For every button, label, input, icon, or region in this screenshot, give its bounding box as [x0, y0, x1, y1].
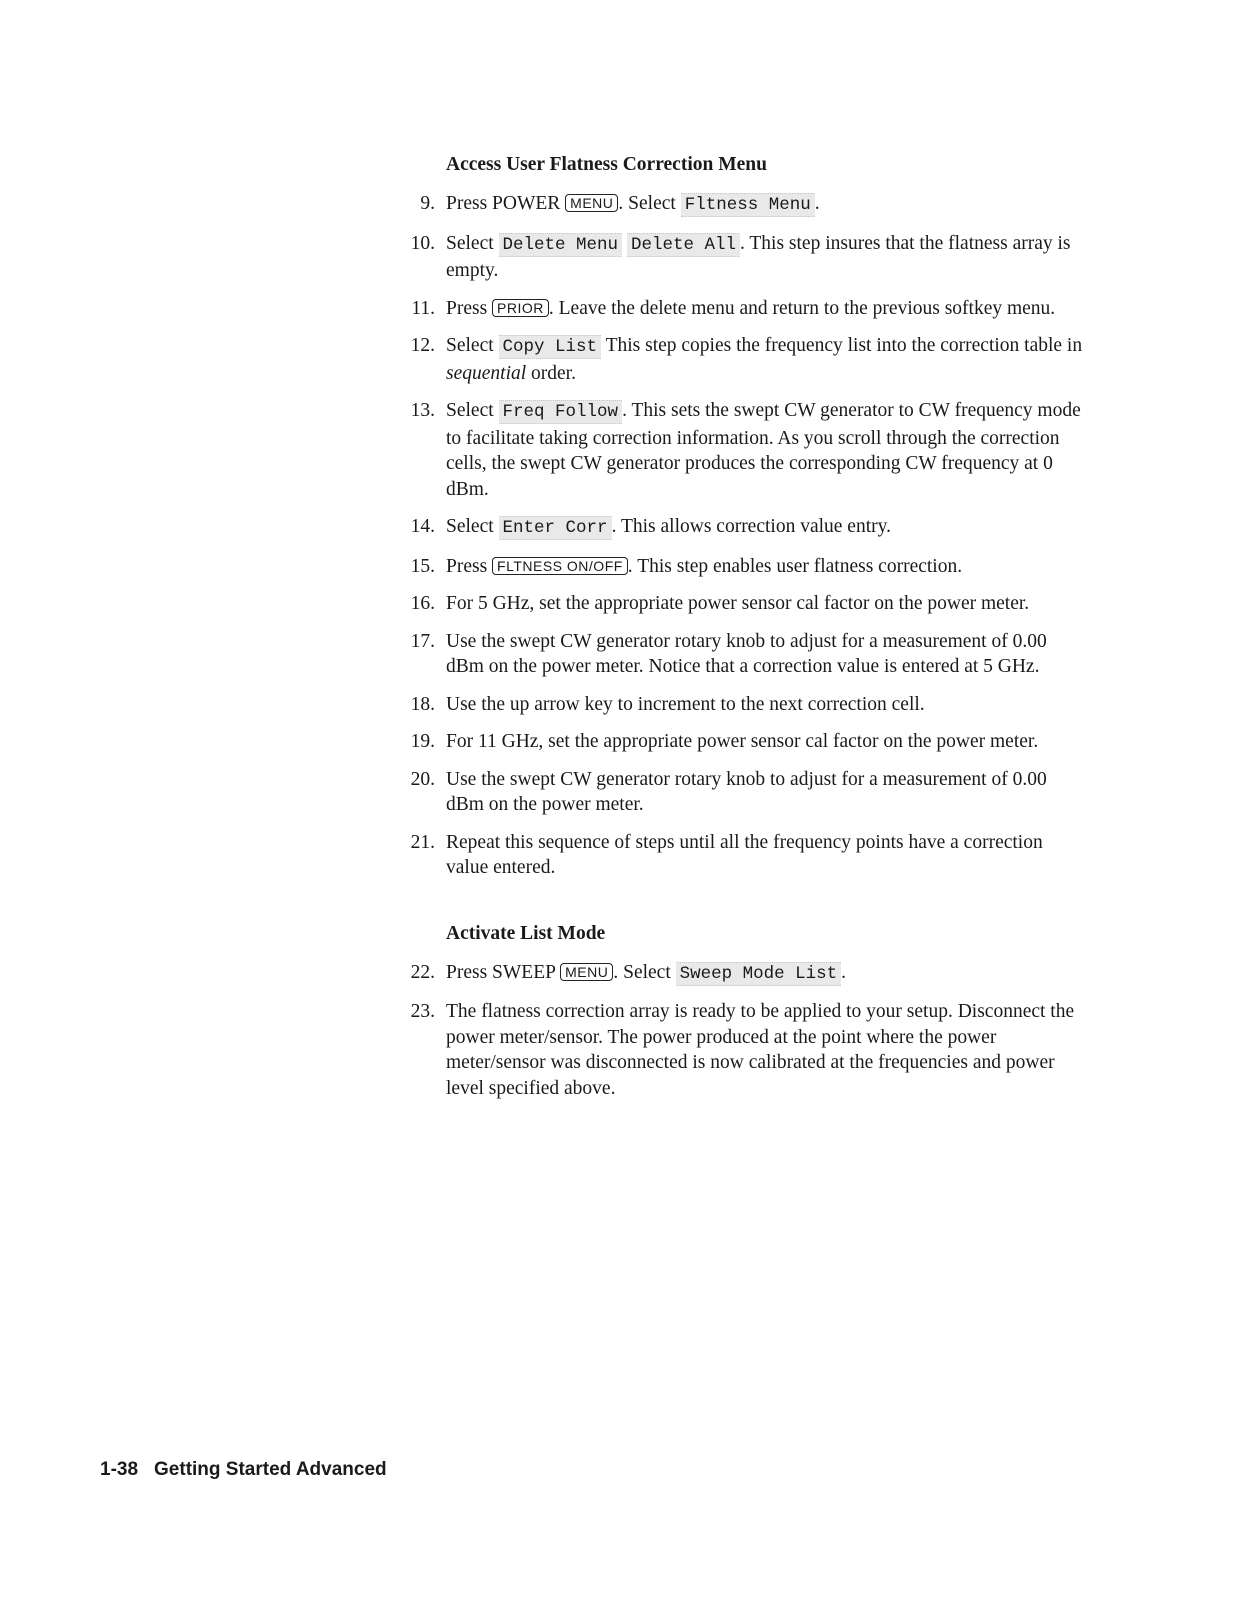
- step-text: Select: [446, 335, 499, 356]
- step-number: 21.: [410, 831, 435, 853]
- step-number: 15.: [410, 555, 435, 577]
- step-22: [405, 960, 1085, 988]
- step-text: Select: [446, 516, 499, 537]
- step-number: 18.: [410, 693, 435, 715]
- step-20: [405, 767, 1085, 818]
- step-text: Repeat this sequence of steps until all the frequency points have a correction value entered.: [446, 831, 1043, 878]
- softkey-freq-follow: Freq Follow: [499, 400, 623, 424]
- step-15: [405, 554, 1085, 580]
- page-footer: [100, 1459, 387, 1481]
- step-text: Press: [446, 555, 493, 577]
- step-21: [405, 830, 1085, 881]
- step-text: Use the swept CW generator rotary knob to adjust for a measurement of 0.00 dBm on the power meter. Notice that a correction value is entered at 5 GHz.: [446, 630, 1047, 677]
- page-number: 1-38: [100, 1459, 139, 1480]
- softkey-delete-all: Delete All: [627, 233, 740, 257]
- step-14: [405, 514, 1085, 542]
- step-9: [405, 191, 1085, 219]
- step-number: 10.: [410, 232, 435, 254]
- hardkey-menu: MENU: [565, 194, 618, 212]
- softkey-copy-list: Copy List: [499, 335, 602, 359]
- step-text: For 5 GHz, set the appropriate power sensor cal factor on the power meter.: [446, 593, 1030, 614]
- page-content: [405, 152, 1085, 1113]
- hardkey-fltness-on-off: FLTNESS ON/OFF: [492, 557, 628, 575]
- step-text: . This step insures that the flatness array is empty.: [446, 232, 1071, 281]
- step-text: .: [841, 961, 847, 983]
- step-number: 23.: [410, 1001, 435, 1022]
- section-heading-user-flatness: Access User Flatness Correction Menu: [446, 154, 767, 175]
- step-text: Select: [446, 232, 499, 254]
- step-text: . Leave the delete menu and return to the previous softkey menu.: [548, 297, 1056, 319]
- step-11: [405, 296, 1085, 322]
- step-number: 13.: [410, 400, 435, 421]
- emphasis-text: sequential: [446, 362, 527, 384]
- step-number: 16.: [410, 593, 435, 614]
- step-text: Press POWER: [446, 193, 566, 214]
- step-18: [405, 692, 1085, 718]
- step-17: [405, 629, 1085, 680]
- step-text: Press SWEEP: [446, 961, 561, 983]
- softkey-delete-menu: Delete Menu: [499, 233, 623, 257]
- step-text: . Select: [613, 961, 676, 983]
- step-text: This step copies the frequency list into the correction table in: [601, 335, 1083, 356]
- step-19: [405, 729, 1085, 755]
- step-text: order.: [526, 362, 576, 384]
- step-text: Press: [446, 297, 493, 319]
- step-text: .: [814, 193, 820, 214]
- hardkey-prior: PRIOR: [492, 299, 549, 317]
- softkey-enter-corr: Enter Corr: [499, 516, 612, 540]
- step-number: 22.: [410, 961, 435, 983]
- step-text: Use the swept CW generator rotary knob to adjust for a measurement of 0.00 dBm on the power meter.: [446, 768, 1047, 815]
- step-number: 12.: [410, 335, 435, 356]
- step-10: [405, 231, 1085, 284]
- step-number: 17.: [410, 630, 435, 652]
- softkey-fltness-menu: Fltness Menu: [681, 193, 815, 217]
- step-number: 20.: [410, 768, 435, 790]
- step-number: 14.: [410, 516, 435, 537]
- hardkey-menu: MENU: [560, 963, 613, 981]
- step-text: . This step enables user flatness correction.: [627, 555, 963, 577]
- step-number: 11.: [411, 297, 435, 319]
- step-text: . This allows correction value entry.: [611, 516, 891, 537]
- step-text: . Select: [618, 193, 681, 214]
- step-12: [405, 333, 1085, 386]
- section-heading-list-mode: Activate List Mode: [446, 922, 606, 944]
- step-16: [405, 591, 1085, 617]
- chapter-title: Getting Started Advanced: [154, 1459, 387, 1480]
- step-text: The flatness correction array is ready to be applied to your setup. Disconnect the power meter/sensor. The power produced at the point where the power meter/sensor was disconnected is now calibrated at the frequencies and power level specified above.: [446, 1001, 1075, 1099]
- step-number: 9.: [420, 193, 435, 214]
- softkey-sweep-mode-list: Sweep Mode List: [676, 962, 842, 986]
- step-text: Use the up arrow key to increment to the next correction cell.: [446, 693, 925, 715]
- step-13: [405, 398, 1085, 502]
- step-number: 19.: [410, 731, 435, 752]
- step-23: [405, 999, 1085, 1101]
- step-text: Select: [446, 400, 499, 421]
- step-text: . This sets the swept CW generator to CW frequency mode to facilitate taking correction information. As you scroll through the correction cells, the swept CW generator produces the corresponding CW frequency at 0 dBm.: [446, 400, 1081, 500]
- step-text: For 11 GHz, set the appropriate power sensor cal factor on the power meter.: [446, 731, 1039, 752]
